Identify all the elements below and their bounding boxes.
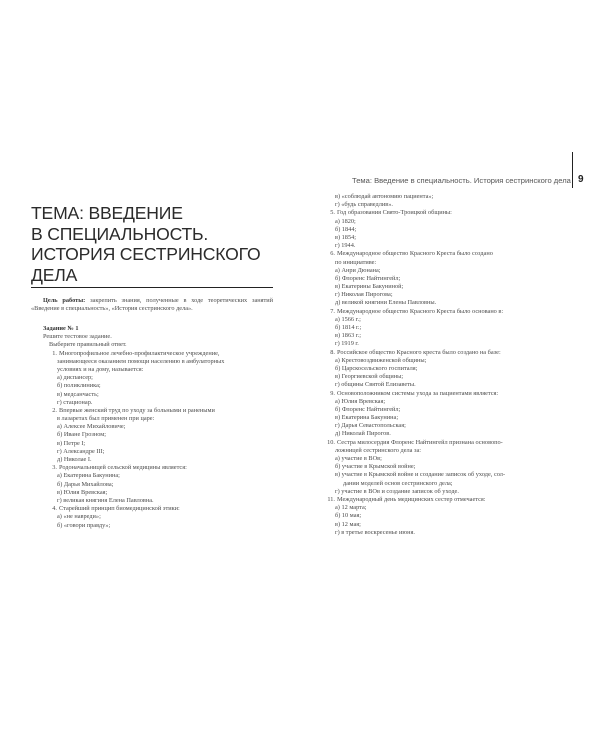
- answer-option: д) великой княгини Елены Павловны.: [335, 299, 437, 307]
- goal-text: закрепить знания, полученные в ходе теоретических занятий «Введение в специальность», «История сестринского дела».: [31, 297, 273, 313]
- answer-option: г) в третье воскресенье июня.: [335, 528, 415, 536]
- question-continuation-line: в лазаретах был применен при царе:: [57, 415, 155, 423]
- answer-continuation-line: дании моделей основ сестринского дела;: [343, 479, 453, 487]
- question-number: 3.: [52, 464, 57, 472]
- question-number: 1.: [52, 349, 57, 357]
- page-number: 9: [578, 174, 584, 185]
- question-line: [31, 464, 273, 472]
- question-line: [309, 496, 567, 504]
- answer-option: в) участие в Крымской войне и создание записок об уходе, сол-: [335, 471, 506, 479]
- question-text: Международное общество Красного Креста было основано в:: [337, 307, 504, 315]
- answer-option: а) Алексее Михайловиче;: [57, 423, 126, 431]
- answer-option: г) «будь справедлив».: [335, 201, 393, 209]
- question-text: Родоначальницей сельской медицины является:: [59, 464, 187, 472]
- answer-option: г) стационар.: [57, 398, 93, 406]
- question-line: [309, 439, 567, 447]
- question-continuation-line: ложницей сестринского дела за:: [335, 446, 422, 454]
- answer-option: г) великая княгиня Елена Павловна.: [57, 496, 154, 504]
- chapter-title-line: В СПЕЦИАЛЬНОСТЬ.: [31, 223, 209, 244]
- answer-option: в) Юлия Вревская;: [57, 488, 108, 496]
- answer-option: д) Николай Пирогов.: [335, 430, 391, 438]
- answer-option: б) 1844;: [335, 225, 357, 233]
- question-text: Международное общество Красного Креста было создано: [337, 250, 493, 258]
- answer-option: а) участие в ВОв;: [335, 455, 382, 462]
- question-continuation-line: по инициативе:: [335, 258, 377, 266]
- chapter-title-line: ДЕЛА: [31, 264, 78, 285]
- question-number: 6.: [330, 250, 335, 258]
- answer-option: б) 1814 г.;: [335, 324, 362, 331]
- question-number: 5.: [330, 209, 335, 217]
- question-line: [31, 350, 273, 358]
- answer-option: в) «соблюдай автономию пациента»;: [335, 193, 434, 200]
- answer-option: в) Георгиевской общины;: [335, 373, 404, 381]
- question-continuation-line: занимающееся оказанием помощи населению в амбулаторных: [57, 357, 225, 365]
- answer-option: г) участие в ВОв и создание записок об уходе.: [335, 487, 459, 495]
- chapter-title: [31, 203, 291, 285]
- answer-option: б) Иване Грозном;: [57, 431, 107, 439]
- answer-option: г) общины Святой Елизаветы.: [335, 381, 416, 389]
- question-continuation-line: условиях и на дому, называется:: [57, 365, 144, 373]
- answer-option: б) Дарья Михайлова;: [57, 480, 114, 488]
- question-text: Год образования Свято-Троицкой общины:: [337, 209, 452, 217]
- answer-option: в) Екатерины Бакуниной;: [335, 283, 404, 291]
- question-line: [31, 505, 273, 513]
- chapter-title-line: ТЕМА: ВВЕДЕНИЕ: [31, 203, 183, 223]
- answer-option: б) Царскосельского госпиталя;: [335, 364, 418, 372]
- task-heading: Задание № 1: [43, 325, 79, 332]
- question-text: Сестра милосердия Флоренс Найтингейл признана основопо-: [337, 438, 503, 446]
- answer-option: б) Флоренс Найтингейл;: [335, 274, 401, 282]
- answer-option: в) 12 мая;: [335, 520, 361, 528]
- question-number: 7.: [330, 307, 335, 315]
- answer-option: г) Александре III;: [57, 447, 105, 455]
- answer-option: а) Крестовоздвиженской общины;: [335, 356, 427, 364]
- answer-option: г) 1919 г.: [335, 340, 359, 348]
- answer-option: д) Николае I.: [57, 456, 92, 463]
- chapter-title-line: ИСТОРИЯ СЕСТРИНСКОГО: [31, 244, 261, 264]
- title-underline-rule: [31, 287, 273, 288]
- question-number: 10.: [327, 438, 335, 446]
- answer-option: в) Екатерина Бакунина;: [335, 414, 399, 422]
- question-text: Российское общество Красного креста было создано на базе:: [337, 348, 501, 356]
- answer-option: а) Анри Дюнана;: [335, 266, 381, 274]
- question-line: [309, 209, 567, 217]
- running-header: Тема: Введение в специальность. История сестринского дела: [352, 176, 571, 185]
- question-number: 11.: [327, 495, 335, 503]
- question-text: Многопрофильное лечебно-профилактическое учреждение,: [59, 349, 220, 357]
- answer-option: г) Дарья Севастопольская;: [335, 422, 406, 430]
- question-line: [309, 390, 567, 398]
- question-number: 9.: [330, 389, 335, 397]
- answer-option: г) 1944.: [335, 242, 356, 250]
- answer-option: а) Юлия Вревская;: [335, 397, 386, 405]
- answer-option: б) 10 мая;: [335, 512, 362, 520]
- goal-paragraph: [31, 297, 273, 313]
- answer-option: а) 12 марта;: [335, 504, 367, 512]
- question-number: 2.: [52, 406, 57, 414]
- answer-option: г) Николая Пирогова;: [335, 291, 393, 299]
- left-column: [31, 325, 273, 530]
- question-line: [309, 349, 567, 357]
- question-line: [309, 250, 567, 258]
- answer-option: в) 1863 г.;: [335, 332, 362, 340]
- answer-option: б) поликлиника;: [57, 382, 101, 390]
- answer-option: а) 1820;: [335, 217, 356, 225]
- answer-option: б) Флоренс Найтингейл;: [335, 405, 401, 413]
- question-line: [309, 308, 567, 316]
- answer-option: а) 1566 г.;: [335, 315, 361, 323]
- task-intro-line: Выберите правильный ответ.: [49, 341, 127, 349]
- question-text: Впервые женский труд по уходу за больными и ранеными: [59, 406, 215, 414]
- header-divider-rule: [572, 152, 573, 188]
- question-number: 8.: [330, 348, 335, 356]
- answer-option: а) Екатерина Бакунина;: [57, 472, 120, 480]
- answer-option: а) диспансер;: [57, 374, 93, 382]
- answer-option: б) участие в Крымской войне;: [335, 463, 416, 471]
- answer-option: в) 1854;: [335, 233, 356, 241]
- right-column: [309, 193, 567, 537]
- answer-option: а) «не навреди»;: [57, 513, 101, 521]
- answer-option: в) Петре I;: [57, 439, 86, 447]
- goal-label: Цель работы:: [43, 297, 86, 304]
- question-text: Старейший принцип биомедицинской этики:: [59, 505, 180, 513]
- answer-option: б) «говори правду»;: [57, 521, 111, 529]
- answer-option: в) медсанчасть;: [57, 390, 99, 398]
- question-text: Международный день медицинских сестер отмечается:: [337, 495, 486, 503]
- question-number: 4.: [52, 505, 57, 513]
- question-line: [31, 407, 273, 415]
- question-text: Основоположником системы ухода за пациентами является:: [337, 389, 499, 397]
- task-intro-line: Решите тестовое задание.: [43, 333, 112, 341]
